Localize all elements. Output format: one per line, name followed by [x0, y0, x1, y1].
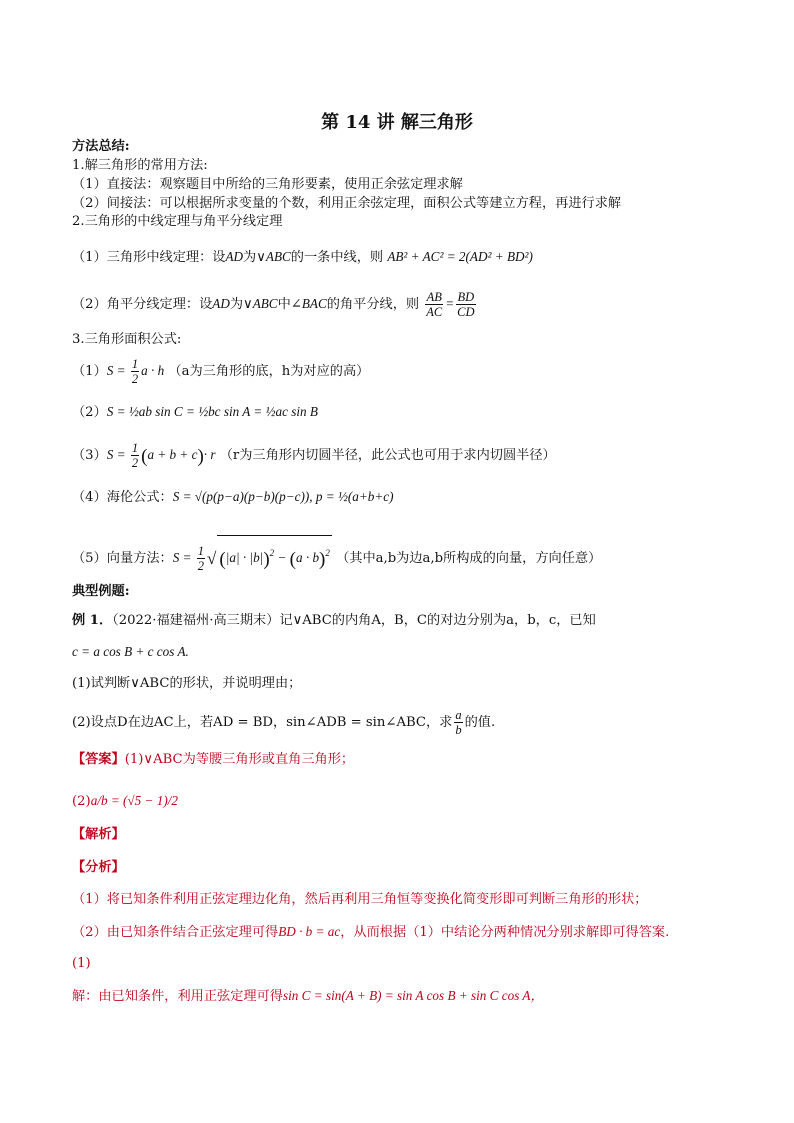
example1-label: 例 1． [72, 613, 113, 628]
solution-formula: sin C = sin(A + B) = sin A cos B + sin C cos A， [283, 988, 544, 1003]
median-formula: AB² + AC² = 2(AD² + BD²) [387, 249, 533, 264]
page-title: 第 14 讲 解三角形 [321, 112, 473, 133]
area-formula-3 [72, 440, 734, 472]
answer2-formula: a/b = (√5 − 1)/2 [90, 793, 178, 808]
f1-note: （a为三角形的底，h为对应的高） [168, 364, 370, 379]
bisector-mid: 为 [229, 297, 244, 312]
bisector-mid3: 的角平分线，则 [326, 297, 420, 312]
q2-suffix: 的值. [464, 715, 496, 730]
area-formula-5 [72, 535, 734, 576]
median-ad: AD [225, 249, 244, 264]
fraction-ab-ac [425, 290, 443, 319]
fenxi-2 [72, 923, 734, 942]
method2-heading: 2.三角形的中线定理与角平分线定理 [72, 214, 283, 229]
part-1-label: (1) [72, 956, 91, 971]
f1-label: （1） [72, 364, 107, 379]
example1-stem [72, 612, 734, 630]
answer-tag: 【答案】 [72, 752, 125, 767]
fenxi2-formula: BD · b = ac [278, 924, 341, 939]
f4-formula: S = √(p(p−a)(p−b)(p−c)), p = ½(a+b+c) [172, 489, 394, 504]
examples-heading: 典型例题: [72, 584, 130, 599]
bisector-angle: ∠BAC [290, 296, 327, 311]
answer-1: (1)∨ABC为等腰三角形或直角三角形； [124, 752, 355, 767]
q2-prefix: (2)设点D在边AC上，若AD = BD，sin∠ADB = sin∠ABC，求 [72, 715, 453, 730]
f3-formula: S = $\frac{1}{2}$ (a + b + c)· r [106, 441, 216, 471]
bisector-triangle: ∨ABC [243, 296, 278, 311]
fenxi2-suffix: ，从而根据（1）中结论分两种情况分别求解即可得答案. [340, 925, 670, 940]
frac-den: CD [457, 305, 475, 319]
fraction-a-b: $\frac{a}{b}$ [455, 708, 462, 737]
area-formula-2 [72, 397, 734, 428]
median-triangle: ∨ABC [256, 249, 291, 264]
solution-line [72, 987, 734, 1006]
fenxi2-prefix: （2）由已知条件结合正弦定理可得 [72, 925, 279, 940]
fenxi-1: （1）将已知条件利用正弦定理边化角，然后再利用三角恒等变换化简变形即可判断三角形的形状； [72, 892, 648, 907]
median-theorem [72, 248, 734, 267]
example1-stem-text: 记∨ABC的内角A，B，C的对边分别为a，b，c，已知 [279, 613, 596, 628]
method1-heading: 1.解三角形的常用方法: [72, 158, 208, 173]
f5-note: （其中a,b为边a,b所构成的向量，方向任意） [336, 551, 602, 566]
answer-block [72, 751, 734, 769]
bisector-theorem: （2）角平分线定理：设AD为∨ABC中∠BAC的角平分线，则 $\frac{AB}{AC}$ = $\frac{BD}{CD}$ [72, 290, 475, 319]
area-formula-1 [72, 356, 734, 387]
median-mid2: 的一条中线，则 [290, 250, 384, 265]
example1-q2 [72, 708, 734, 738]
solution-prefix: 解：由已知条件，利用正弦定理可得 [72, 989, 283, 1004]
f3-label: （3） [72, 448, 107, 463]
example1-q1: (1)试判断∨ABC的形状，并说明理由； [72, 676, 302, 691]
f1-formula: S = $\frac{1}{2}$ a · h [106, 357, 165, 387]
method-heading: 方法总结: [72, 139, 130, 154]
f2-formula: S = ½ab sin C = ½bc sin A = ½ac sin B [106, 404, 318, 419]
area-formula-4 [72, 482, 734, 513]
f5-formula: S = $\frac{1}{2}$ √ $(|a| \cdot |b|)^2 - (a \cdot b)^2$ [173, 550, 332, 565]
example1-source: （2022·福建福州·高三期末） [112, 613, 280, 628]
method1-indirect: （2）间接法：可以根据所求变量的个数，利用正余弦定理，面积公式等建立方程，再进行求解 [72, 196, 622, 211]
median-mid: 为 [243, 250, 257, 265]
bisector-mid2: 中 [277, 297, 291, 312]
fenxi-tag: 【分析】 [72, 860, 125, 875]
f3-note: （r为三角形内切圆半径，此公式也可用于求内切圆半径） [219, 448, 556, 463]
method3-heading: 3.三角形面积公式: [72, 332, 182, 347]
frac-den: AC [426, 305, 443, 319]
f5-label: （5）向量方法： [72, 551, 173, 566]
f2-label: （2） [72, 405, 107, 420]
f4-label: （4）海伦公式： [72, 490, 173, 505]
analysis-tag: 【解析】 [72, 827, 125, 842]
frac-num: AB [426, 290, 442, 304]
median-prefix: （1）三角形中线定理：设 [72, 250, 226, 265]
example1-condition: c = a cos B + c cos A. [72, 644, 189, 659]
answer2-prefix: (2) [72, 794, 91, 809]
bisector-ad: AD [212, 296, 230, 311]
method1-direct: （1）直接法：观察题目中所给的三角形要素，使用正余弦定理求解 [72, 177, 463, 192]
bisector-prefix: （2）角平分线定理：设 [72, 297, 213, 312]
fraction-bd-cd [456, 290, 475, 319]
frac-num: BD [457, 290, 475, 304]
answer-2 [72, 784, 734, 819]
